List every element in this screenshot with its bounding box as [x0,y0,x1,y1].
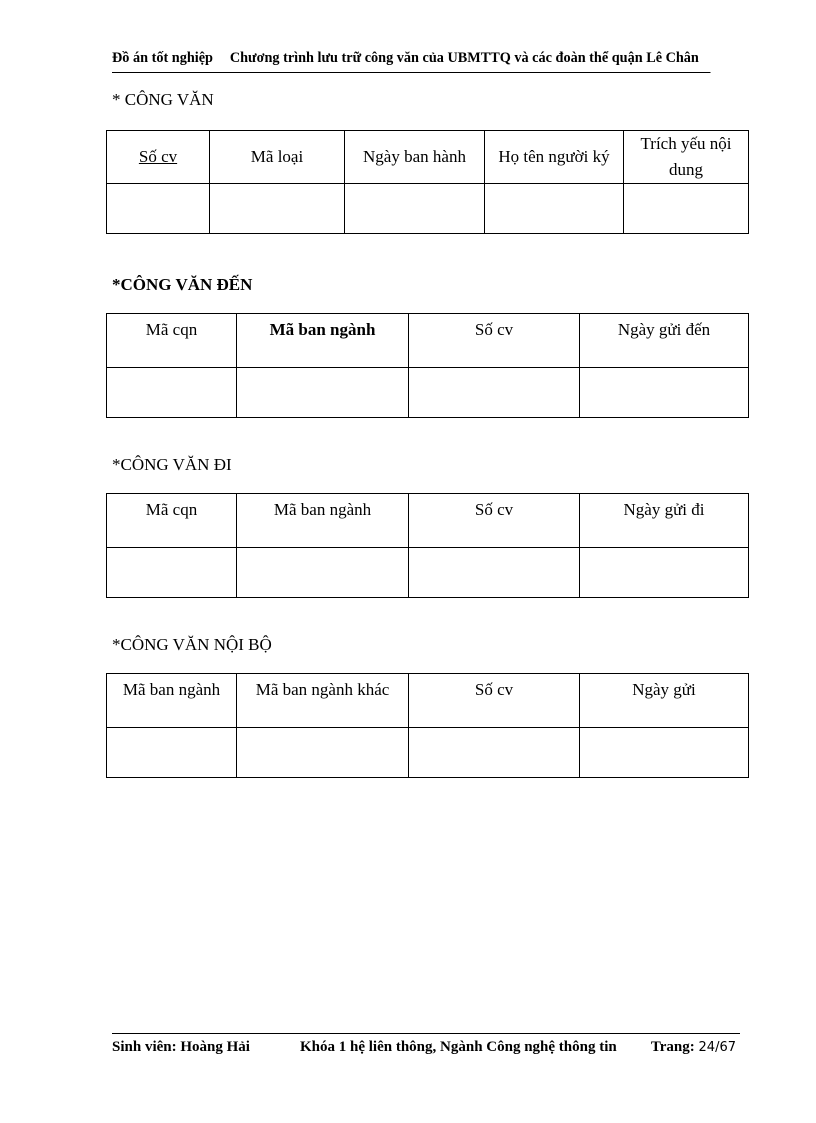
column-header: Số cv [409,494,580,548]
table-cell [237,368,409,418]
table-cell [409,548,580,598]
table-cong-van-noi-bo [106,673,749,778]
table-cong-van-den [106,313,749,418]
table-row [107,548,749,598]
footer-student: Sinh viên: Hoàng Hải [112,1039,250,1055]
table-header-row [107,494,749,548]
table-header-row [107,674,749,728]
table-cell [210,184,345,234]
table-cong-van [106,130,749,234]
table-cell [107,728,237,778]
table-cell [237,548,409,598]
column-header [107,131,210,184]
table-cell [409,368,580,418]
section-title-cong-van-noi-bo: *CÔNG VĂN NỘI BỘ [112,635,272,654]
footer-page: Trang: 24/67 [650,1039,736,1055]
column-header: Mã ban ngành [237,314,409,368]
table-cell [485,184,624,234]
section-title-cong-van: * CÔNG VĂN [112,90,214,109]
table-cell [237,728,409,778]
header-right: Chương trình lưu trữ công văn của UBMTTQ và các đoàn thể quận Lê Chân [229,50,699,66]
table-cell [107,548,237,598]
column-header: Ngày gửi đi [580,494,749,548]
page-header [112,50,711,73]
column-header: Số cv [409,674,580,728]
table-cell [580,728,749,778]
table-cong-van-di [106,493,749,598]
column-header: Mã ban ngành [107,674,237,728]
table-cell [580,368,749,418]
footer-page-number: 24/67 [698,1040,736,1055]
footer-course: Khóa 1 hệ liên thông, Ngành Công nghệ thông tin [300,1039,617,1055]
footer-page-label: Trang [650,1039,690,1055]
table-cell [624,184,749,234]
column-header: Mã ban ngành khác [237,674,409,728]
column-header: Mã ban ngành [237,494,409,548]
column-header: Mã loại [210,131,345,184]
table-header-row [107,314,749,368]
table-cell [580,548,749,598]
column-header: Họ tên người ký [485,131,624,184]
header-left: Đồ án tốt nghiệp [112,50,213,66]
column-header-label: Số cv [138,147,178,166]
page-footer [112,1033,740,1055]
column-header: Số cv [409,314,580,368]
column-header: Ngày gửi [580,674,749,728]
column-header: Ngày gửi đến [580,314,749,368]
column-header: Mã cqn [107,314,237,368]
table-row [107,368,749,418]
section-title-cong-van-den: *CÔNG VĂN ĐẾN [112,275,253,294]
column-header: Mã cqn [107,494,237,548]
table-cell [107,368,237,418]
section-title-cong-van-di: *CÔNG VĂN ĐI [112,455,232,474]
table-cell [409,728,580,778]
table-row [107,184,749,234]
table-row [107,728,749,778]
table-cell [107,184,210,234]
column-header: Ngày ban hành [345,131,485,184]
table-cell [345,184,485,234]
table-header-row [107,131,749,184]
column-header: Trích yếu nội dung [624,131,749,184]
